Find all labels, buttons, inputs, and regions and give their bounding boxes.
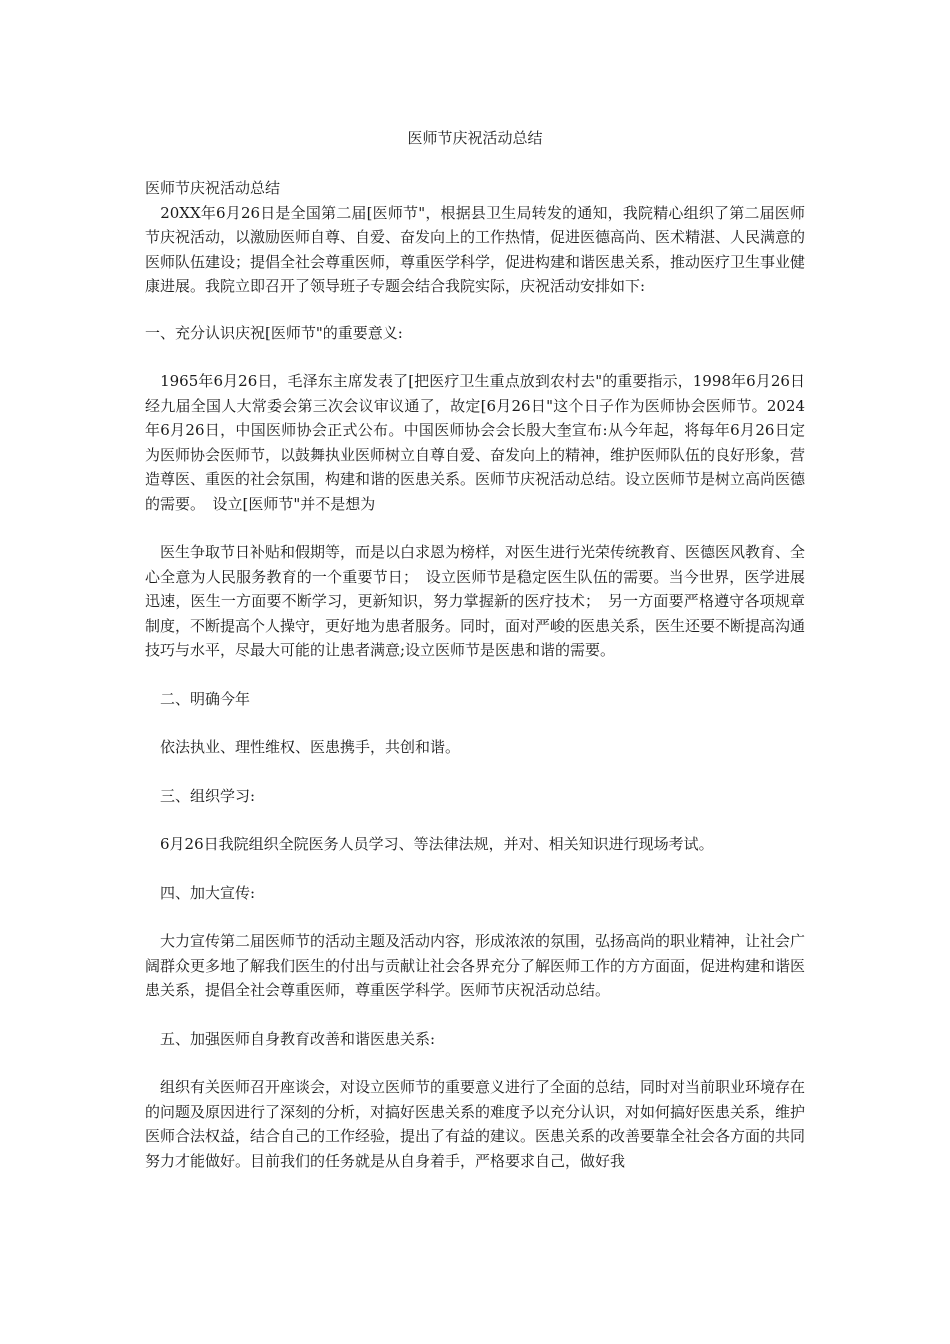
section-2-paragraph: 依法执业、理性维权、医患携手，共创和谐。 bbox=[145, 738, 461, 756]
document-subtitle: 医师节庆祝活动总结 bbox=[145, 179, 281, 197]
section-3-heading: 三、组织学习: bbox=[145, 786, 256, 805]
section-5-paragraph: 组织有关医师召开座谈会，对设立医师节的重要意义进行了全面的总结，同时对当前职业环境存在的问题及原因进行了深刻的分析，对搞好医患关系的难度予以充分认识，对如何搞好医患关系，维护医师合法权益，结合自己的工作经验，提出了有益的建议。医患关系的改善要靠全社会各方面的共同努力才能做好。目前我们的任务就是从自身着手，严格要求自己，做好我 bbox=[145, 1078, 806, 1170]
page-title: 医师节庆祝活动总结 bbox=[407, 129, 543, 147]
section-4-heading: 四、加大宣传: bbox=[145, 883, 256, 902]
section-3-paragraph: 6月26日我院组织全院医务人员学习、等法律法规，并对、相关知识进行现场考试。 bbox=[145, 835, 714, 853]
section-5-heading: 五、加强医师自身教育改善和谐医患关系: bbox=[145, 1029, 436, 1048]
section-1-paragraph-1: 1965年6月26日，毛泽东主席发表了[把医疗卫生重点放到农村去"的重要指示，1998年6月26日经九届全国人大常委会第三次会议审议通了，故定[6月26日"这个日子作为医师协会医师节。2024年6月26日，中国医师协会正式公布。中国医师协会会长殷大奎宣布:从今年起，将每年6月26日定为医师协会医师节，以鼓舞执业医师树立自尊自爱、奋发向上的精神，维护医师队伍的良好形象，营造尊医、重医的社会氛围，构建和谐的医患关系。医师节庆祝活动总结。设立医师节是树立高尚医德的需要。 设立[医师节"并不是想为 bbox=[145, 372, 806, 513]
intro-paragraph: 20XX年6月26日是全国第二届[医师节"，根据县卫生局转发的通知，我院精心组织了第二届医师节庆祝活动，以激励医师自尊、自爱、奋发向上的工作热情，促进医德高尚、医术精湛、人民满意的医师队伍建设；提倡全社会尊重医师，尊重医学科学，促进构建和谐医患关系，推动医疗卫生事业健康进展。我院立即召开了领导班子专题会结合我院实际，庆祝活动安排如下: bbox=[145, 203, 806, 295]
section-1-heading: 一、充分认识庆祝[医师节"的重要意义: bbox=[145, 323, 403, 342]
section-2-heading: 二、明确今年 bbox=[145, 689, 251, 708]
document-body bbox=[145, 176, 805, 1173]
section-4-paragraph: 大力宣传第二届医师节的活动主题及活动内容，形成浓浓的氛围，弘扬高尚的职业精神，让社会广阔群众更多地了解我们医生的付出与贡献让社会各界充分了解医师工作的方方面面，促进构建和谐医患关系，提倡全社会尊重医师，尊重医学科学。医师节庆祝活动总结。 bbox=[145, 932, 806, 999]
section-1-paragraph-2: 医生争取节日补贴和假期等，而是以白求恩为榜样，对医生进行光荣传统教育、医德医风教育、全心全意为人民服务教育的一个重要节日； 设立医师节是稳定医生队伍的需要。当今世界，医学进展迅速，医生一方面要不断学习，更新知识，努力掌握新的医疗技术； 另一方面要严格遵守各项规章制度，不断提高个人操守，更好地为患者服务。同时，面对严峻的医患关系，医生还要不断提高沟通技巧与水平，尽最大可能的让患者满意;设立医师节是医患和谐的需要。 bbox=[145, 543, 806, 659]
